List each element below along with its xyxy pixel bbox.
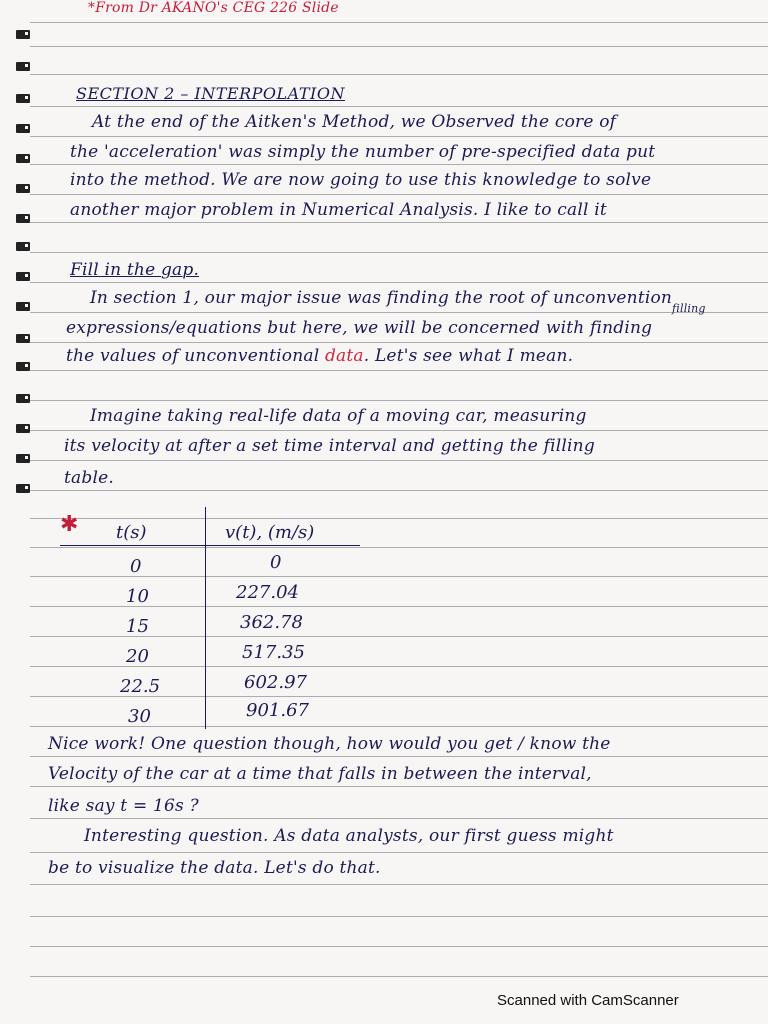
table-cell-t: 20 bbox=[126, 646, 149, 667]
paragraph-line: table. bbox=[64, 468, 114, 488]
scanner-watermark: Scanned with CamScanner bbox=[497, 992, 679, 1009]
ruled-line bbox=[30, 342, 768, 343]
ruled-line bbox=[30, 252, 768, 253]
table-cell-t: 10 bbox=[126, 586, 149, 607]
table-cell-v: 0 bbox=[270, 552, 282, 573]
table-cell-v: 602.97 bbox=[244, 672, 307, 693]
ruled-line bbox=[30, 74, 768, 75]
table-cell-t: 30 bbox=[128, 706, 151, 727]
correction-note: filling bbox=[672, 302, 706, 315]
table-cell-t: 15 bbox=[126, 616, 149, 637]
paragraph-line: the values of unconventional data. Let's see what I mean. bbox=[66, 346, 574, 366]
ruled-line bbox=[30, 222, 768, 223]
ruled-line bbox=[30, 756, 768, 757]
ruled-line bbox=[30, 312, 768, 313]
ruled-line bbox=[30, 22, 768, 23]
paragraph-line: another major problem in Numerical Analysis. I like to call it bbox=[70, 200, 607, 220]
ruled-line bbox=[30, 430, 768, 431]
binding-hole bbox=[16, 424, 30, 433]
ruled-line bbox=[30, 164, 768, 165]
table-cell-t: 0 bbox=[130, 556, 142, 577]
ruled-line bbox=[30, 400, 768, 401]
table-cell-v: 362.78 bbox=[240, 612, 303, 633]
table-cell-v: 901.67 bbox=[246, 700, 309, 721]
ruled-line bbox=[30, 547, 768, 548]
paragraph-line: Interesting question. As data analysts, our first guess might bbox=[84, 826, 614, 846]
paragraph-line: At the end of the Aitken's Method, we Observed the core of bbox=[92, 112, 617, 132]
ruled-line bbox=[30, 282, 768, 283]
paragraph-line: into the method. We are now going to use this knowledge to solve bbox=[70, 170, 652, 190]
ruled-line bbox=[30, 460, 768, 461]
paragraph-line: its velocity at after a set time interval and getting the filling bbox=[64, 436, 595, 456]
binding-hole bbox=[16, 454, 30, 463]
paragraph-line: be to visualize the data. Let's do that. bbox=[48, 858, 381, 878]
ruled-line bbox=[30, 370, 768, 371]
ruled-line bbox=[30, 852, 768, 853]
binding-hole bbox=[16, 184, 30, 193]
table-cell-t: 22.5 bbox=[120, 676, 161, 697]
table-header-rule bbox=[60, 545, 360, 546]
ruled-line bbox=[30, 818, 768, 819]
ruled-line bbox=[30, 136, 768, 137]
star-icon: ✱ bbox=[60, 512, 79, 537]
paragraph-line: like say t = 16s ? bbox=[48, 796, 199, 816]
ruled-line bbox=[30, 46, 768, 47]
binding-hole bbox=[16, 272, 30, 281]
binding-hole bbox=[16, 484, 30, 493]
binding-hole bbox=[16, 124, 30, 133]
header-note: *From Dr AKANO's CEG 226 Slide bbox=[88, 0, 339, 16]
section-title: SECTION 2 – INTERPOLATION bbox=[76, 84, 345, 103]
table-cell-v: 517.35 bbox=[242, 642, 305, 663]
binding-hole bbox=[16, 94, 30, 103]
table-cell-v: 227.04 bbox=[236, 582, 299, 603]
ruled-line bbox=[30, 106, 768, 107]
binding-hole bbox=[16, 62, 30, 71]
paragraph-line: expressions/equations but here, we will be concerned with finding bbox=[66, 318, 653, 338]
binding-hole bbox=[16, 214, 30, 223]
ruled-line bbox=[30, 490, 768, 491]
binding-hole bbox=[16, 30, 30, 39]
ruled-line bbox=[30, 916, 768, 917]
binding-hole bbox=[16, 242, 30, 251]
table-header-v: v(t), (m/s) bbox=[225, 522, 315, 543]
paragraph-line: Velocity of the car at a time that falls in between the interval, bbox=[48, 764, 592, 784]
binding-hole bbox=[16, 394, 30, 403]
binding-hole bbox=[16, 154, 30, 163]
table-header-t: t(s) bbox=[116, 522, 147, 543]
ruled-line bbox=[30, 884, 768, 885]
table-divider bbox=[205, 507, 206, 729]
ruled-line bbox=[30, 976, 768, 977]
binding-hole bbox=[16, 334, 30, 343]
ruled-line bbox=[30, 518, 768, 519]
ruled-line bbox=[30, 786, 768, 787]
paragraph-line: Imagine taking real-life data of a moving car, measuring bbox=[90, 406, 587, 426]
paragraph-line: In section 1, our major issue was finding the root of unconvention bbox=[90, 288, 673, 308]
binding-hole bbox=[16, 362, 30, 371]
ruled-line bbox=[30, 194, 768, 195]
paragraph-line: the 'acceleration' was simply the number of pre-specified data put bbox=[70, 142, 656, 162]
ruled-line bbox=[30, 946, 768, 947]
red-ink-word: data bbox=[324, 346, 364, 366]
binding-hole bbox=[16, 302, 30, 311]
paragraph-line: Nice work! One question though, how would you get / know the bbox=[48, 734, 611, 754]
fill-gap-heading: Fill in the gap. bbox=[70, 260, 200, 280]
